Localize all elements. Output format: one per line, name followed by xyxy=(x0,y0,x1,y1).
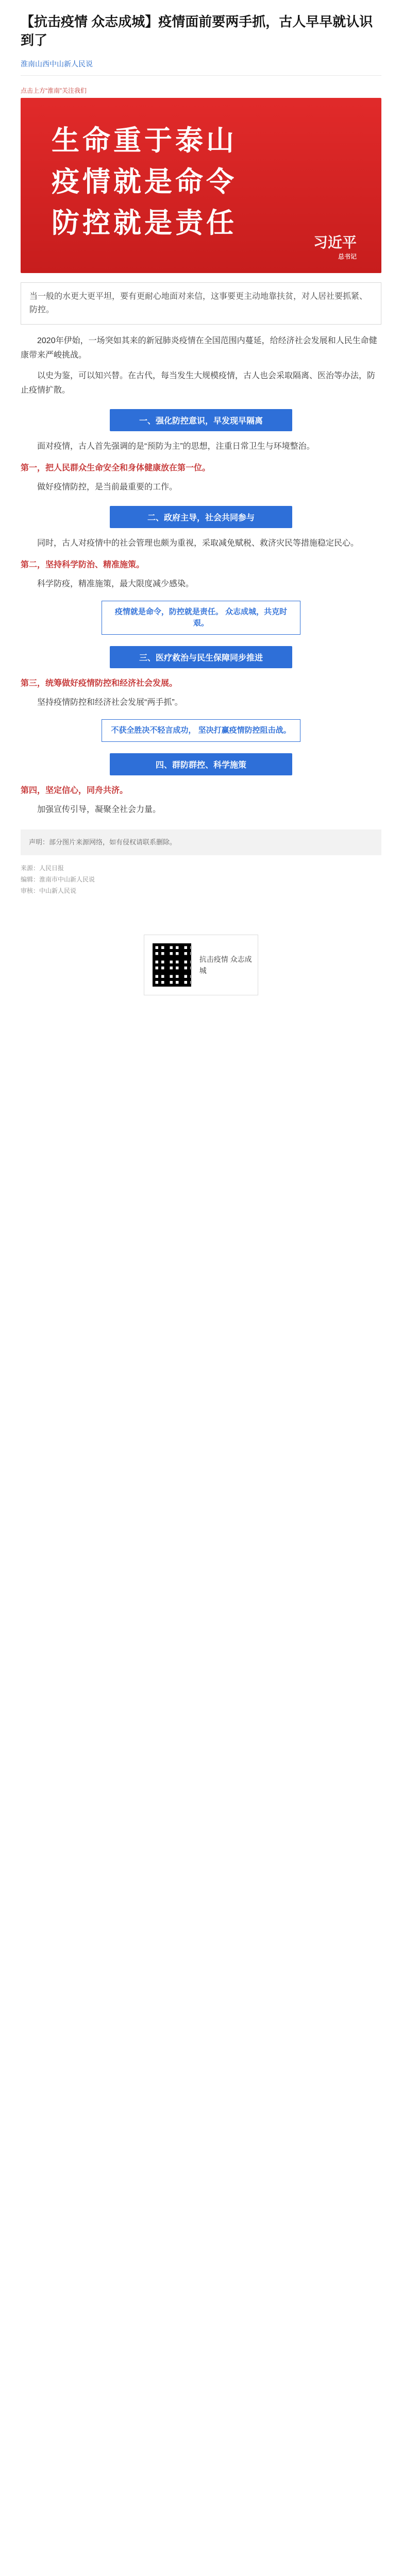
article-content xyxy=(0,334,402,817)
paragraph: 做好疫情防控，是当前最重要的工作。 xyxy=(37,483,178,492)
paragraph: 坚持疫情防控和经济社会发展“两手抓”。 xyxy=(37,698,183,707)
red-section-heading: 第四，坚定信心，同舟共济。 xyxy=(21,786,128,795)
paragraph: 2020年伊始，一场突如其来的新冠肺炎疫情在全国范围内蔓延，给经济社会发展和人民生命健康带来严峻挑战。 xyxy=(21,336,377,360)
article-title: 【抗击疫情 众志成城】疫情面前要两手抓，古人早早就认识到了 xyxy=(21,14,373,48)
hero-line-2: 疫情就是命令 xyxy=(52,165,237,198)
qr-label: 抗击疫情 众志成城 xyxy=(199,955,252,975)
hero-banner xyxy=(21,98,381,273)
divider xyxy=(21,75,381,76)
paragraph: 以史为鉴，可以知兴替。在古代，每当发生大规模疫情，古人也会采取隔离、医治等办法，防止疫情扩散。 xyxy=(21,371,376,395)
article-source-link[interactable]: 淮南山西中山新人民说 xyxy=(21,60,93,68)
qr-code-icon xyxy=(149,940,194,990)
hero-line-3: 防控就是责任 xyxy=(52,207,237,239)
hero-line-1: 生命重于泰山 xyxy=(52,124,237,157)
signature-sub: 总书记 xyxy=(338,253,357,260)
meta-line: 来源：人民日报 xyxy=(21,865,64,872)
section-banner: 三、医疗救治与民生保障同步推进 xyxy=(110,646,292,668)
quote-box: 不获全胜决不轻言成功， 坚决打赢疫情防控阻击战。 xyxy=(102,719,300,742)
qr-card[interactable] xyxy=(144,935,258,995)
follow-tagline[interactable]: 点击上方“淮南”关注我们 xyxy=(21,87,87,94)
red-section-heading: 第三，统筹做好疫情防控和经济社会发展。 xyxy=(21,679,178,688)
signature-name: 习近平 xyxy=(313,234,357,250)
article-meta xyxy=(21,862,381,896)
red-section-heading: 第一，把人民群众生命安全和身体健康放在第一位。 xyxy=(21,464,211,472)
paragraph: 加强宣传引导，凝聚全社会力量。 xyxy=(37,805,161,814)
header xyxy=(0,0,402,69)
paragraph: 面对疫情，古人首先强调的是“预防为主”的思想，注重日常卫生与环境整治。 xyxy=(37,442,315,451)
section-banner: 四、群防群控、科学施策 xyxy=(110,753,292,775)
hero-signature xyxy=(313,231,357,261)
meta-line: 编辑：淮南市中山新人民说 xyxy=(21,876,95,883)
meta-line: 审核：中山新人民说 xyxy=(21,887,77,894)
section-banner: 一、强化防控意识，早发现早隔离 xyxy=(110,409,292,431)
paragraph: 同时，古人对疫情中的社会管理也颇为重视，采取减免赋税、救济灾民等措施稳定民心。 xyxy=(37,539,359,548)
quote-box: 疫情就是命令，防控就是责任。 众志成城，共克时艰。 xyxy=(102,601,300,635)
section-banner: 二、政府主导，社会共同参与 xyxy=(110,506,292,528)
red-section-heading: 第二，坚持科学防治、精准施策。 xyxy=(21,561,145,569)
intro-box: 当一般的水更大更平坦，要有更耐心地面对来信，这事要更主动地靠扶贫，对人居社要抓紧、防控。 xyxy=(21,282,381,325)
disclaimer-note: 声明：部分图片来源网络，如有侵权请联系删除。 xyxy=(21,829,381,855)
footer xyxy=(0,905,402,1008)
paragraph: 科学防疫，精准施策，最大限度减少感染。 xyxy=(37,580,194,588)
